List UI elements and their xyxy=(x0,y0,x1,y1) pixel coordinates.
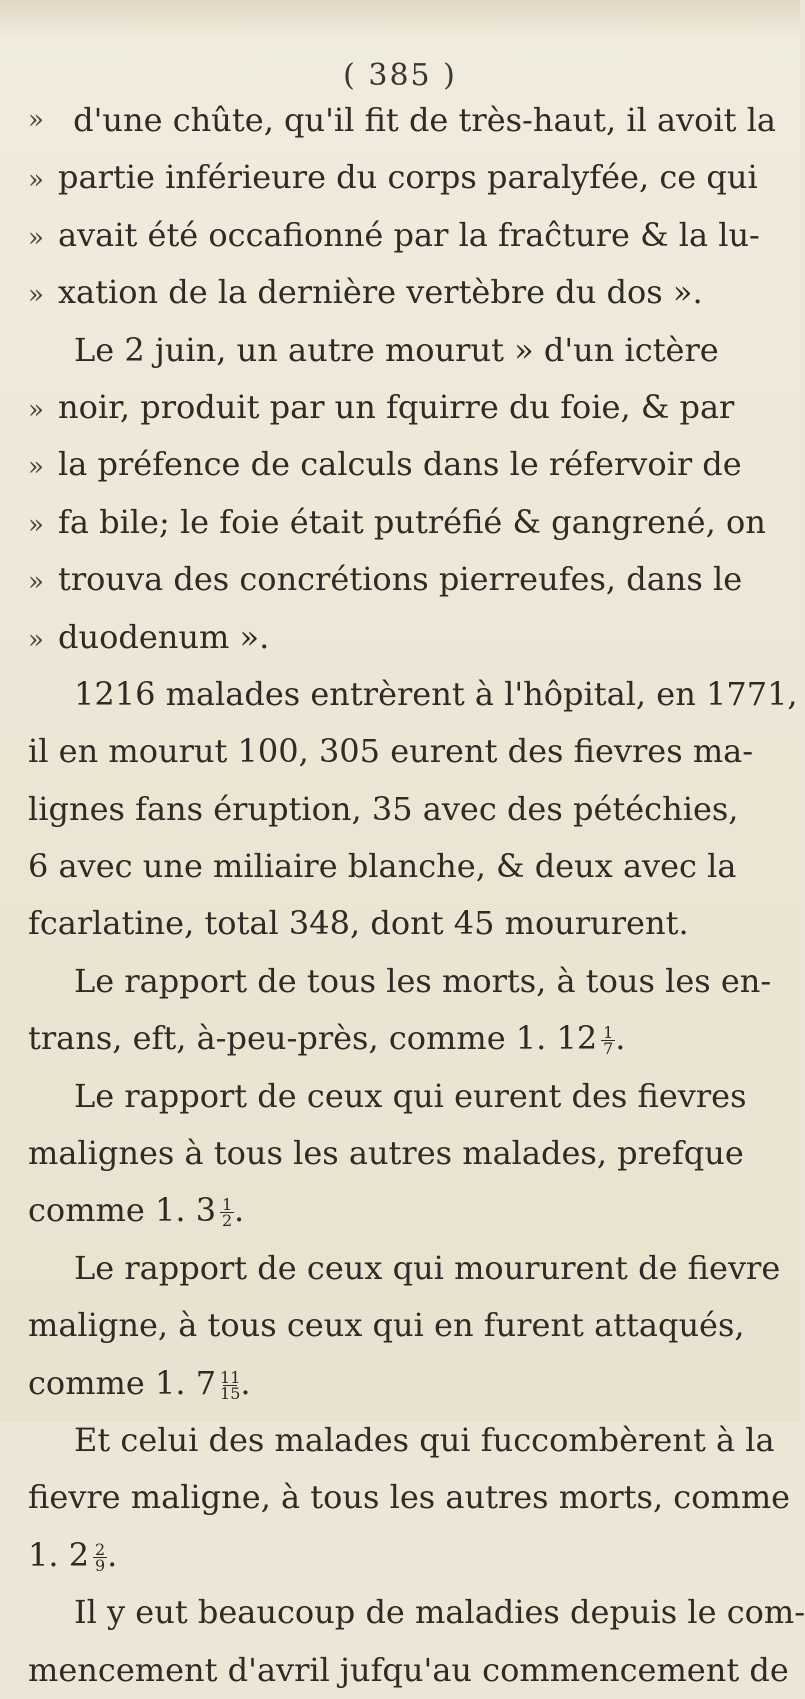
line-text: Le rapport de tous les morts, à tous les en- xyxy=(74,961,772,1000)
fraction xyxy=(93,1539,107,1575)
line-text: malignes à tous les autres malades, prefque xyxy=(28,1134,744,1173)
fraction-denominator: 15 xyxy=(220,1383,241,1403)
text-line xyxy=(28,609,776,666)
line-text: Et celui des malades qui fuccombèrent à la xyxy=(74,1420,775,1459)
text-line xyxy=(28,1068,776,1125)
fraction-numerator: 1 xyxy=(603,1023,614,1043)
fraction xyxy=(220,1195,234,1231)
line-text: mencement d'avril jufqu'au commencement de xyxy=(28,1650,789,1689)
text-line: comme 1. 3 $\frac{1}{2}$ . xyxy=(28,1182,776,1239)
text-line xyxy=(28,1297,776,1354)
line-text: duodenum ». xyxy=(58,617,270,656)
text-line xyxy=(28,264,776,321)
line-text: fievre maligne, à tous les autres morts, comme xyxy=(28,1478,791,1517)
text-line xyxy=(28,1412,776,1469)
line-text: maligne, à tous ceux qui en furent attaqués, xyxy=(28,1306,745,1345)
text-line xyxy=(28,1469,791,1526)
line-text: Le 2 juin, un autre mourut » d'un ictère xyxy=(74,330,719,369)
body-text xyxy=(28,92,805,1699)
line-text: d'une chûte, qu'il fit de très-haut, il avoit la xyxy=(73,101,776,139)
text-line xyxy=(28,1125,776,1182)
text-line xyxy=(28,322,776,379)
quote-mark: » xyxy=(28,105,44,135)
text-line xyxy=(28,379,776,436)
line-text: trans, eft, à-peu-près, comme 1. 12 xyxy=(28,1019,598,1058)
line-text: 1216 malades entrèrent à l'hôpital, en 1771, xyxy=(74,674,798,713)
text-line: trans, eft, à-peu-près, comme 1. 12 $\frac{1}{7}$ . xyxy=(28,1010,776,1067)
text-line xyxy=(28,781,776,838)
line-text: noir, produit par un fquirre du foie, & par xyxy=(58,387,735,426)
quote-mark: » xyxy=(28,394,44,425)
quote-mark: » xyxy=(28,567,44,598)
text-line xyxy=(28,436,776,493)
text-line xyxy=(28,494,776,551)
quote-mark: » xyxy=(28,452,44,483)
quote-mark: » xyxy=(28,280,44,311)
quote-mark: » xyxy=(28,509,44,540)
paper-stain xyxy=(0,0,800,40)
quote-mark: » xyxy=(28,165,44,196)
quote-mark: » xyxy=(28,222,44,253)
fraction xyxy=(601,1023,615,1059)
line-text: Il y eut beaucoup de maladies depuis le com- xyxy=(74,1593,805,1632)
line-text: Le rapport de ceux qui moururent de fievre xyxy=(74,1248,781,1287)
line-text: 6 avec une miliaire blanche, & deux avec la xyxy=(28,847,737,886)
line-text: la préfence de calculs dans le réfervoir de xyxy=(58,445,742,484)
line-text: avait été occafionné par la fraĉture & la lu- xyxy=(58,215,760,254)
fraction-numerator: 1 xyxy=(221,1195,233,1215)
fraction-denominator: 9 xyxy=(94,1555,106,1575)
text-line xyxy=(28,953,776,1010)
page-number: ( 385 ) xyxy=(343,58,457,93)
line-text: comme 1. 3 xyxy=(28,1191,217,1230)
fraction-numerator: 2 xyxy=(94,1539,106,1559)
text-line: comme 1. 7 $\frac{11}{15}$ . xyxy=(28,1355,776,1412)
text-line xyxy=(28,551,776,608)
quote-mark: » xyxy=(28,624,44,655)
line-text: xation de la dernière vertèbre du dos ». xyxy=(58,273,703,312)
line-text: comme 1. 7 xyxy=(28,1363,217,1402)
line-text: lignes fans éruption, 35 avec des pétéchies, xyxy=(28,789,739,828)
text-line xyxy=(28,207,776,264)
line-text: partie inférieure du corps paralyfée, ce qui xyxy=(58,158,758,197)
line-text: fa bile; le foie était putréfié & gangrené, on xyxy=(58,502,766,541)
fraction-numerator: 11 xyxy=(220,1367,241,1387)
text-line xyxy=(28,838,776,895)
line-text: il en mourut 100, 305 eurent des fievres ma- xyxy=(28,732,754,771)
text-line xyxy=(28,666,798,723)
text-line xyxy=(28,1642,789,1699)
line-text: fcarlatine, total 348, dont 45 moururent. xyxy=(28,904,689,943)
text-line xyxy=(28,92,776,149)
line-text: Le rapport de ceux qui eurent des fievres xyxy=(74,1076,747,1115)
line-text: trouva des concrétions pierreufes, dans le xyxy=(58,560,743,599)
text-line: 1. 2 $\frac{2}{9}$ . xyxy=(28,1527,776,1584)
fraction xyxy=(220,1367,241,1403)
line-text: 1. 2 xyxy=(28,1535,90,1574)
fraction-denominator: 2 xyxy=(221,1211,233,1231)
text-line xyxy=(28,149,776,206)
text-line xyxy=(28,723,776,780)
text-line xyxy=(28,1584,805,1641)
fraction-denominator: 7 xyxy=(603,1039,614,1059)
text-line xyxy=(28,895,776,952)
text-line xyxy=(28,1240,781,1297)
